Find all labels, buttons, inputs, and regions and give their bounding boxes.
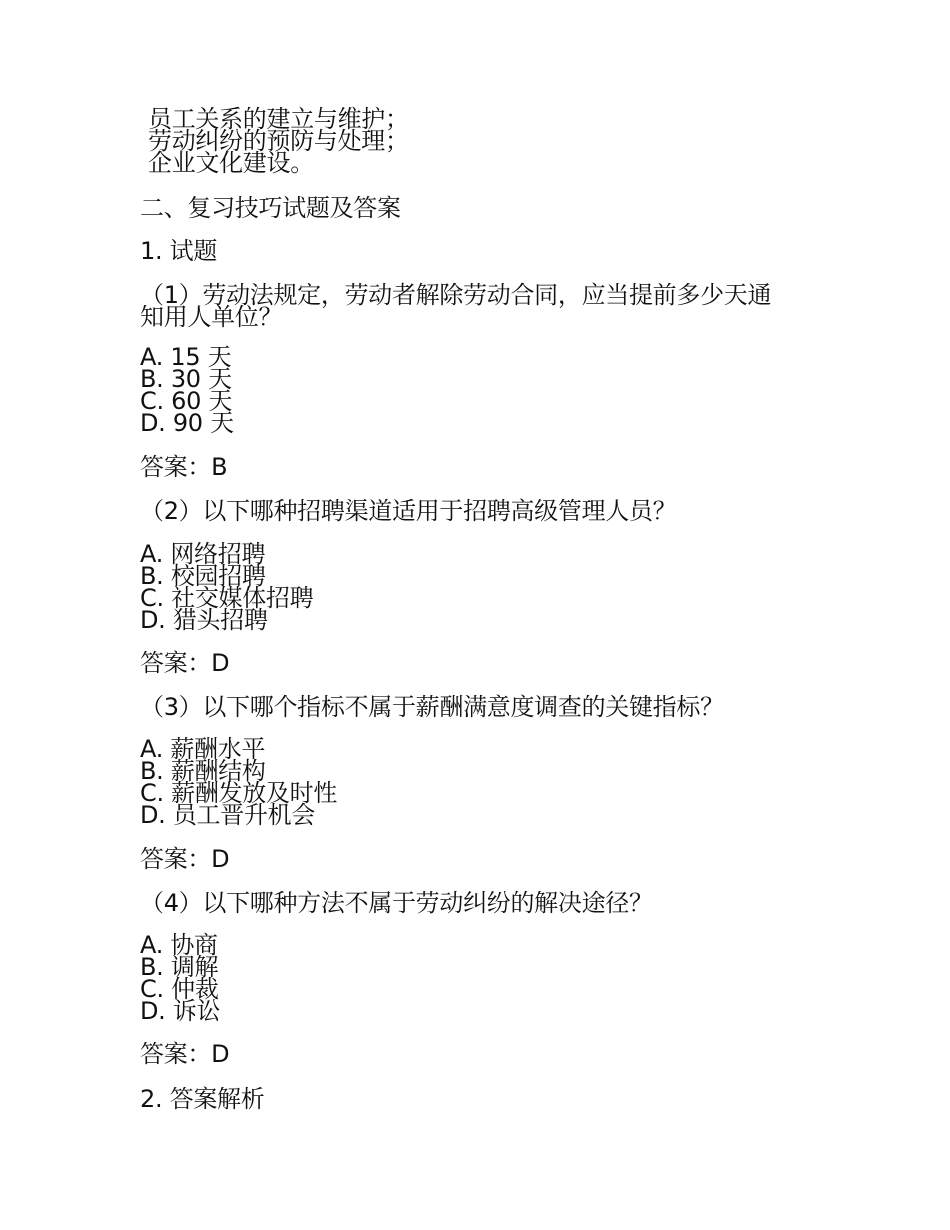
question-3-option-c: C. 薪酬发放及时性 bbox=[140, 779, 338, 807]
intro-item: 企业文化建设。 bbox=[148, 149, 314, 177]
question-1-option-a: A. 15 天 bbox=[140, 343, 232, 371]
question-1-option-d: D. 90 天 bbox=[140, 409, 234, 437]
question-3-answer: 答案：D bbox=[140, 845, 230, 873]
question-4-option-d: D. 诉讼 bbox=[140, 997, 221, 1025]
question-4-answer: 答案：D bbox=[140, 1040, 230, 1068]
question-3-option-b: B. 薪酬结构 bbox=[140, 757, 266, 785]
question-2-stem: （2）以下哪种招聘渠道适用于招聘高级管理人员？ bbox=[140, 497, 677, 525]
intro-item: 员工关系的建立与维护； bbox=[148, 105, 409, 133]
question-1-stem-cont: 知用人单位？ bbox=[140, 303, 283, 331]
question-2-option-c: C. 社交媒体招聘 bbox=[140, 584, 314, 612]
sub-heading-questions: 1. 试题 bbox=[140, 237, 218, 265]
question-4-stem: （4）以下哪种方法不属于劳动纠纷的解决途径？ bbox=[140, 889, 653, 917]
question-1-option-b: B. 30 天 bbox=[140, 365, 232, 393]
question-2-option-d: D. 猎头招聘 bbox=[140, 606, 268, 634]
question-1-option-c: C. 60 天 bbox=[140, 387, 233, 415]
question-2-answer: 答案：D bbox=[140, 649, 230, 677]
question-4-option-c: C. 仲裁 bbox=[140, 975, 219, 1003]
question-4-option-b: B. 调解 bbox=[140, 953, 219, 981]
question-2-option-a: A. 网络招聘 bbox=[140, 540, 266, 568]
question-1-stem: （1）劳动法规定，劳动者解除劳动合同，应当提前多少天通 bbox=[140, 281, 772, 309]
intro-item: 劳动纠纷的预防与处理； bbox=[148, 127, 409, 155]
question-1-answer: 答案：B bbox=[140, 453, 228, 481]
section-heading: 二、复习技巧试题及答案 bbox=[140, 194, 401, 222]
question-3-option-d: D. 员工晋升机会 bbox=[140, 801, 316, 829]
question-3-stem: （3）以下哪个指标不属于薪酬满意度调查的关键指标？ bbox=[140, 693, 724, 721]
question-2-option-b: B. 校园招聘 bbox=[140, 562, 266, 590]
question-3-option-a: A. 薪酬水平 bbox=[140, 735, 266, 763]
sub-heading-analysis: 2. 答案解析 bbox=[140, 1085, 265, 1113]
question-4-option-a: A. 协商 bbox=[140, 931, 218, 959]
